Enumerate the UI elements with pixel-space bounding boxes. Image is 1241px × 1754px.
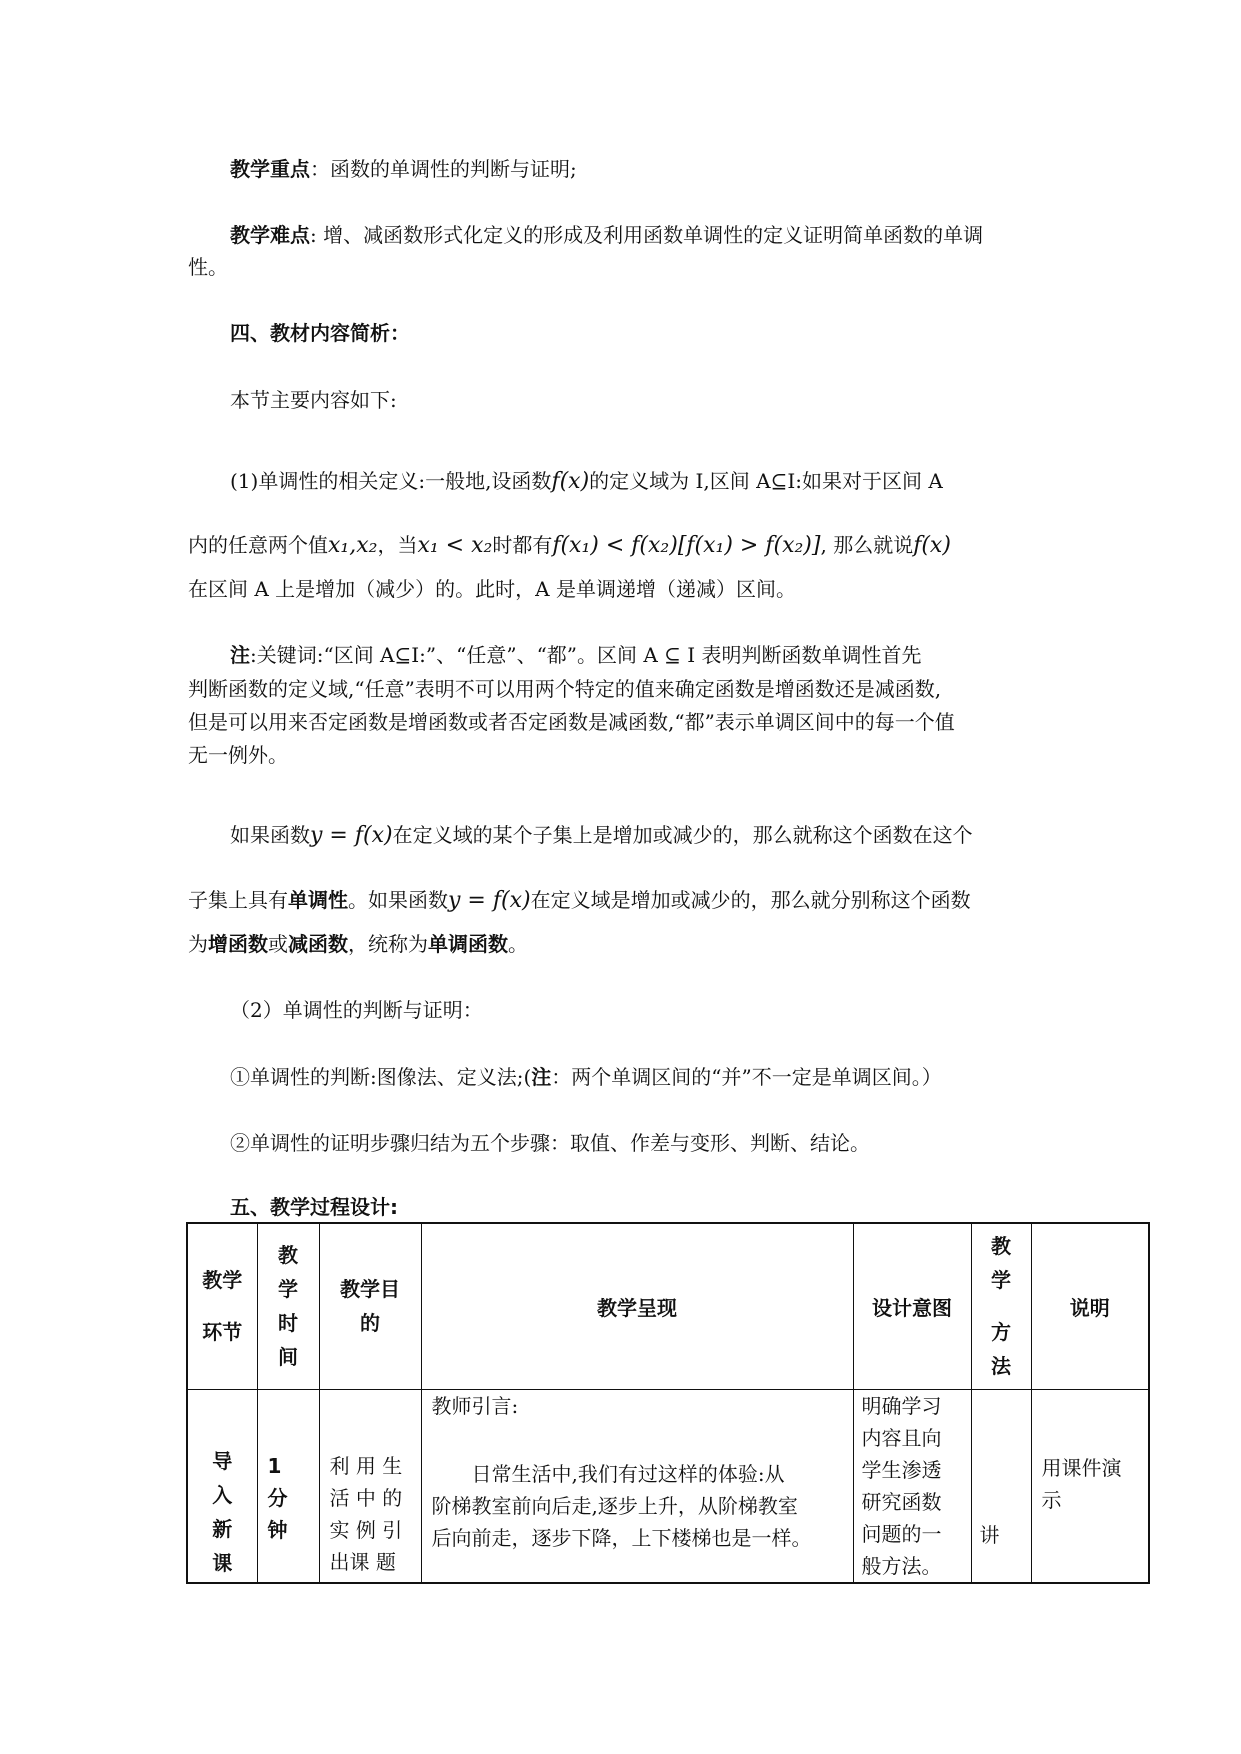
header-stage-2: 环节 [202,1320,243,1345]
mono-p5: 在定义域是增加或减少的，那么就分别称这个函数 [530,888,971,912]
mono-b2: 增函数 [208,932,268,956]
mono-p7: 或 [268,932,288,956]
row1-goal-4: 出课 题 [329,1550,396,1574]
def-part4: ，当 [377,533,418,557]
section-4-heading: 四、教材内容简析： [230,321,410,345]
judge-heading: （2）单调性的判断与证明： [230,998,483,1022]
row1-goal-3: 实 例 引 [329,1518,403,1542]
header-method-1: 教 [991,1234,1011,1259]
def-part3: 内的任意两个值 [188,533,328,557]
note-line-2: 判断函数的定义域,“任意”表明不可以用两个特定的值来确定函数是增函数还是减函数, [188,677,942,701]
judge-item-2: ②单调性的证明步骤归结为五个步骤：取值、作差与变形、判断、结论。 [230,1131,870,1155]
teaching-focus [230,154,577,184]
row1-stage-4: 课 [212,1551,233,1575]
row1-present-2: 日常生活中,我们有过这样的体验:从 [471,1461,785,1486]
mono-p2: 在定义域的某个子集上是增加或减少的，那么就称这个函数在这个 [392,823,973,847]
table-header-row [187,1223,1149,1389]
row1-stage-3: 新 [212,1517,233,1541]
judge-item-1 [230,1062,942,1092]
mono-line-3 [188,929,528,959]
header-stage-1: 教学 [202,1268,243,1293]
row1-present [421,1389,853,1583]
focus-label: 教学重点 [230,157,310,181]
row1-stage [187,1389,257,1583]
mono-p9: 。 [508,932,528,956]
row1-time-3: 钟 [267,1518,288,1542]
def-ineq2: f(x₁) < f(x₂)[f(x₁) > f(x₂)] [552,533,821,558]
def-part7: 在区间 A 上是增加（减少）的。此时，A 是单调递增（递减）区间。 [188,577,796,601]
header-time-1: 教 [278,1243,298,1268]
mono-p1: 如果函数 [230,823,310,847]
row1-time-2: 分 [267,1486,288,1510]
note-text-1: :关键词:“区间 A⊆I:”、“任意”、“都”。区间 A ⊆ I 表明判断函数单调性首先 [250,643,922,667]
section-5-heading: 五、教学过程设计: [230,1195,398,1219]
header-time-2: 学 [278,1277,298,1302]
mono-yfx2: y = f(x) [448,888,531,913]
header-method-2: 学 [991,1268,1011,1293]
row1-time [257,1389,319,1583]
row1-stage-1: 导 [212,1449,233,1473]
mono-line-1 [230,820,973,851]
row1-goal-1: 利 用 生 [329,1454,403,1478]
def-fx: f(x) [551,469,590,494]
row1-method: 讲 [971,1389,1031,1583]
row1-note-2: 示 [1041,1487,1062,1512]
judge-item1-note: 注 [531,1065,552,1089]
note-label: 注 [230,643,250,667]
mono-line-2 [188,885,971,916]
difficulty-label: 教学难点 [230,223,310,247]
header-method-4: 法 [991,1354,1011,1379]
row1-intent-6: 般方法。 [861,1553,942,1578]
mono-p3: 子集上具有 [188,888,288,912]
header-stage [187,1223,257,1389]
def-part6: , 那么就说 [820,533,914,557]
row1-present-4: 后向前走，逐步下降，上下楼梯也是一样。 [431,1525,812,1550]
intro-text: 本节主要内容如下: [230,388,397,412]
header-time-3: 时 [278,1311,298,1336]
header-time-4: 间 [278,1345,298,1370]
header-present: 教学呈现 [421,1223,853,1389]
note-line-3: 但是可以用来否定函数是增函数或者否定函数是减函数,“都”表示单调区间中的每一个值 [188,710,955,734]
mono-p8: ，统称为 [348,932,428,956]
focus-text: ：函数的单调性的判断与证明; [310,157,577,181]
judge-item1-a: ①单调性的判断:图像法、定义法;( [230,1065,532,1089]
row1-intent-1: 明确学习 [861,1393,942,1418]
row1-note [1031,1389,1149,1583]
header-goal-2: 的 [360,1311,380,1336]
table-row [187,1389,1149,1583]
process-table [186,1222,1150,1584]
header-note: 说明 [1031,1223,1149,1389]
header-method-3: 方 [991,1320,1011,1345]
note-line-1 [230,640,922,670]
row1-intent-5: 问题的一 [861,1521,942,1546]
mono-p4: 。如果函数 [348,888,448,912]
judge-item1-b: ：两个单调区间的“并”不一定是单调区间。） [551,1065,942,1089]
header-time [257,1223,319,1389]
row1-intent-3: 学生渗透 [861,1457,942,1482]
difficulty-text-2: 性。 [188,255,228,279]
mono-b4: 单调函数 [428,932,508,956]
row1-present-1: 教师引言: [431,1393,519,1418]
mono-yfx: y = f(x) [310,823,393,848]
row1-intent-4: 研究函数 [861,1489,942,1514]
def-part2: 的定义域为 I,区间 A⊆I:如果对于区间 A [589,469,943,493]
difficulty-text-1: : 增、减函数形式化定义的形成及利用函数单调性的定义证明简单函数的单调 [310,223,984,247]
row1-intent-2: 内容且向 [861,1425,942,1450]
mono-b3: 减函数 [288,932,348,956]
def-x12: x₁,x₂ [328,533,378,558]
definition-line-1 [230,466,943,497]
row1-present-3: 阶梯教室前向后走,逐步上升，从阶梯教室 [431,1493,798,1518]
mono-p6: 为 [188,932,208,956]
row1-note-1: 用课件演 [1041,1455,1122,1480]
header-goal [319,1223,421,1389]
def-part1: (1)单调性的相关定义:一般地,设函数 [230,469,552,493]
definition-line-2 [188,530,951,561]
note-line-4: 无一例外。 [188,743,288,767]
row1-stage-2: 入 [212,1483,233,1507]
row1-goal-2: 活 中 的 [329,1486,403,1510]
header-intent: 设计意图 [853,1223,971,1389]
row1-intent [853,1389,971,1583]
header-goal-1: 教学目 [340,1277,400,1302]
header-method [971,1223,1031,1389]
mono-b1: 单调性 [288,888,348,912]
teaching-difficulty [230,220,983,250]
def-ineq1: x₁ < x₂ [417,533,493,558]
def-part5: 时都有 [492,533,553,557]
row1-time-1: 1 [267,1454,282,1478]
row1-goal [319,1389,421,1583]
def-fx2: f(x) [913,533,951,558]
